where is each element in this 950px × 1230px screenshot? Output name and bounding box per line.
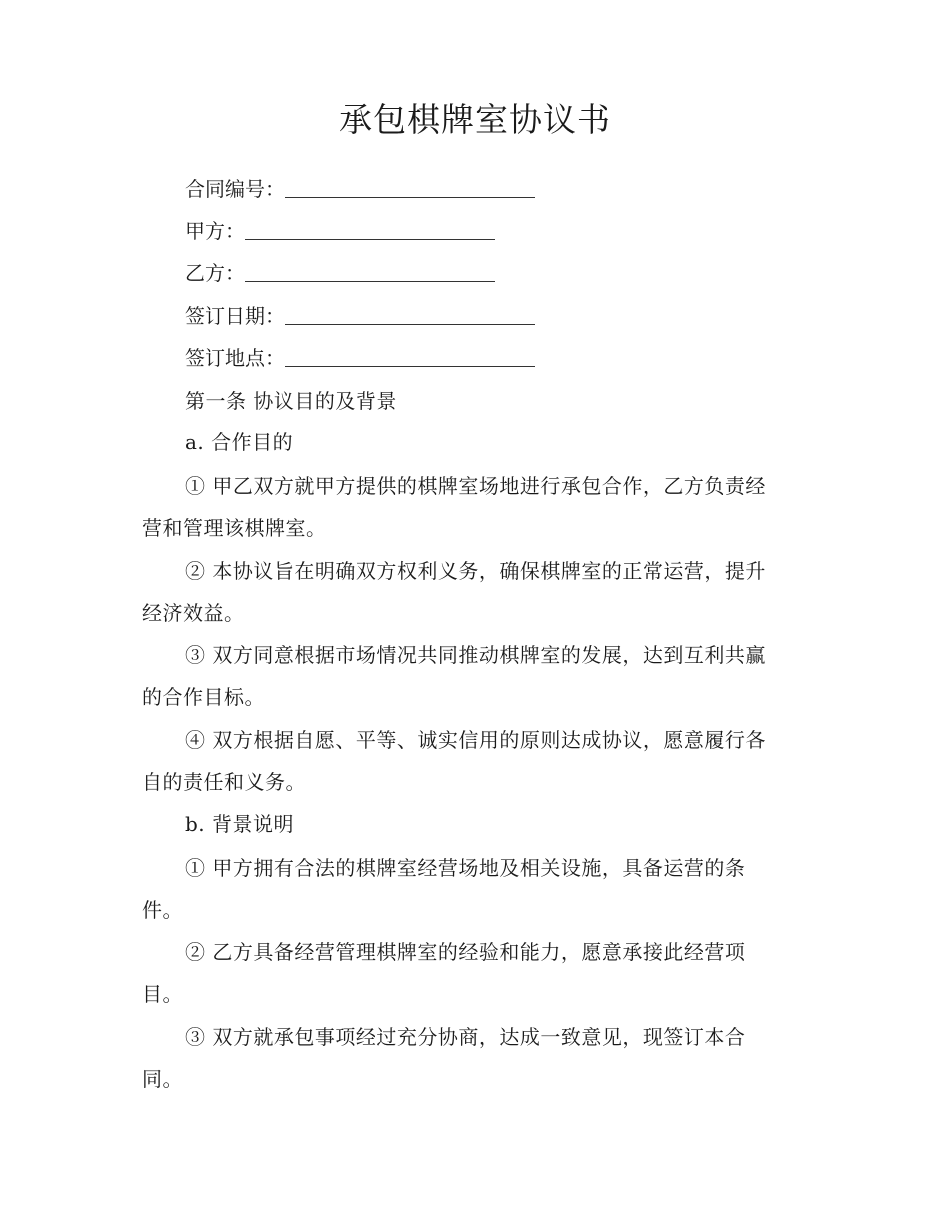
subsection-heading-a: a. 合作目的: [185, 430, 294, 454]
field-party-b: [185, 258, 495, 288]
paragraph-line: ① 甲方拥有合法的棋牌室经营场地及相关设施，具备运营的条: [185, 856, 746, 880]
field-label: 签订地点：: [185, 346, 285, 370]
blank-line: [285, 175, 535, 198]
paragraph-line: 自的责任和义务。: [142, 770, 306, 794]
blank-line: [285, 344, 535, 367]
paragraph-line: 同。: [142, 1067, 183, 1091]
paragraph-line: 经济效益。: [142, 601, 245, 625]
blank-line: [285, 302, 535, 325]
field-label: 甲方：: [185, 219, 245, 243]
section-heading: 第一条 协议目的及背景: [185, 389, 397, 413]
field-contract-number: [185, 174, 535, 204]
blank-line: [245, 217, 495, 240]
paragraph-line: 件。: [142, 898, 183, 922]
field-sign-date: [185, 301, 535, 331]
blank-line: [245, 259, 495, 282]
paragraph-line: ③ 双方同意根据市场情况共同推动棋牌室的发展，达到互利共赢: [185, 643, 766, 667]
field-party-a: [185, 216, 495, 246]
field-sign-place: [185, 343, 535, 373]
paragraph-line: ① 甲乙双方就甲方提供的棋牌室场地进行承包合作，乙方负责经: [185, 474, 766, 498]
field-label: 乙方：: [185, 261, 245, 285]
field-label: 合同编号：: [185, 177, 285, 201]
paragraph-line: ④ 双方根据自愿、平等、诚实信用的原则达成协议，愿意履行各: [185, 728, 766, 752]
field-label: 签订日期：: [185, 304, 285, 328]
paragraph-line: ② 乙方具备经营管理棋牌室的经验和能力，愿意承接此经营项: [185, 940, 746, 964]
document-title: 承包棋牌室协议书: [339, 100, 611, 139]
paragraph-line: ② 本协议旨在明确双方权利义务，确保棋牌室的正常运营，提升: [185, 559, 766, 583]
paragraph-line: 目。: [142, 982, 183, 1006]
subsection-heading-b: b. 背景说明: [185, 812, 295, 836]
paragraph-line: 营和管理该棋牌室。: [142, 516, 327, 540]
paragraph-line: 的合作目标。: [142, 685, 265, 709]
paragraph-line: ③ 双方就承包事项经过充分协商，达成一致意见，现签订本合: [185, 1025, 746, 1049]
